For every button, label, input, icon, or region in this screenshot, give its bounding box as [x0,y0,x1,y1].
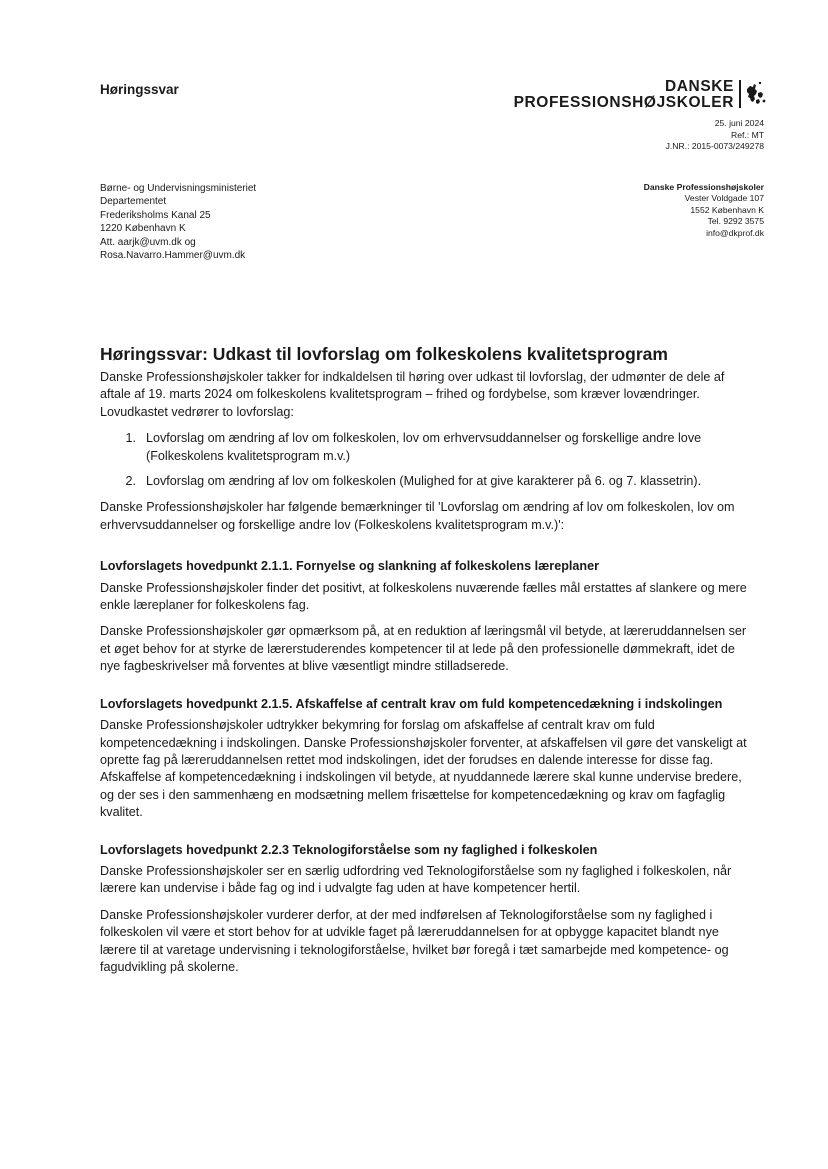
section-heading: Lovforslagets hovedpunkt 2.2.3 Teknologiforståelse som ny faglighed i folkeskolen [100,842,598,857]
bill-list [100,430,748,490]
sender-address [644,182,764,239]
intro-paragraph: Danske Professionshøjskoler takker for indkaldelsen til høring over udkast til lovforslag, der udmønter de dele af aftale af 19. marts 2024 om folkeskolens kvalitetsprogram – frihed og fordybelse, som kræver lovændringer. Lovudkastet vedrører to lovforslag: [100,370,725,419]
list-item [100,430,748,465]
sender-city: 1552 København K [690,204,764,215]
list-item-number: 1. [125,431,136,446]
organization-logo [514,78,770,114]
section-paragraph: Danske Professionshøjskoler vurderer derfor, at der med indførelsen af Teknologiforståelse som ny faglighed i folkeskolen vil være et stort behov for at udvikle faget på læreruddannelsen for at opbygge kapacitet blandt nye lærere til at varetage undervisning i teknologiforståelse, hvilket bør foregå i tæt samarbejde med kompetence- og fagudvikling på skolerne. [100,907,729,974]
document-date: 25. juni 2024 [714,118,764,128]
recipient-line: 1220 København K [100,223,186,235]
logo-text-line1: DANSKE [664,78,734,95]
list-item-number: 2. [125,474,136,489]
recipient-line: Frederiksholms Kanal 25 [100,209,211,221]
section-paragraph: Danske Professionshøjskoler gør opmærksom på, at en reduktion af læringsmål vil betyde, at læreruddannelsen ser et øget behov for at styrke de lærerstuderendes kompetencer til at lede på den professionelle dømmekraft, idet de nye fagbeskrivelser må forventes at blive væsentligt mindre stilladserede. [100,624,747,674]
section-paragraph: Danske Professionshøjskoler ser en særlig udfordring ved Teknologiforståelse som ny faglighed i folkeskolen, når lærere kan undervise i både fag og ind i udvalgte fag uden at have kompetencer hertil. [100,863,732,896]
logo-divider [739,80,741,108]
logo-text-line2: PROFESSIONSHØJSKOLER [513,94,734,111]
recipient-line: Att. aarjk@uvm.dk og [100,236,196,248]
journal-number: J.NR.: 2015-0073/249278 [665,141,764,152]
recipient-line: Departementet [100,196,167,208]
denmark-map-icon [744,80,766,108]
sender-email: info@dkprof.dk [706,227,764,238]
section-paragraph: Danske Professionshøjskoler finder det positivt, at folkeskolens nuværende fælles mål erstattes af slankere og mere enkle læreplaner for folkeskolens fag. [100,580,747,613]
list-item-text: Lovforslag om ændring af lov om folkeskolen (Mulighed for at give karakterer på 6. og 7. klassetrin). [146,474,702,489]
reference: Ref.: MT [731,129,764,140]
sender-street: Vester Voldgade 107 [684,193,764,204]
section-heading: Lovforslagets hovedpunkt 2.1.5. Afskaffelse af centralt krav om fuld kompetencedækning i indskolingen [100,696,723,711]
recipient-address [100,182,256,262]
section-paragraph: Danske Professionshøjskoler udtrykker bekymring for forslag om afskaffelse af centralt krav om fuld kompetencedækning i indskolingen. Danske Professionshøjskoler forventer, at afskaffelsen vil gøre det vanskeligt at oprette fag på læreruddannelsen rettet mod indskolingen, idet der forudses en dalende interesse for disse fag. Afskaffelse af kompetencedækning i indskolingen vil betyde, at nyuddannede lærere skal kunne undervise bredere, og der ses i den sammenhæng en modsætning mellem frisættelse for kompetencedækning og krav om fagfaglig kvalitet. [100,718,747,820]
remarks-intro-paragraph: Danske Professionshøjskoler har følgende bemærkninger til 'Lovforslag om ændring af lov om folkeskolen, lov om erhvervsuddannelser og forskellige andre lov (Folkeskolens kvalitetsprogram m.v.)': [100,500,735,532]
recipient-line: Børne- og Undervisningsministeriet [100,183,257,194]
page-title: Høringssvar: Udkast til lovforslag om folkeskolens kvalitetsprogram [100,344,668,364]
section-heading: Lovforslagets hovedpunkt 2.1.1. Fornyelse og slankning af folkeskolens læreplaner [100,559,599,574]
letter-body [100,344,748,985]
sender-phone: Tel. 9292 3575 [707,216,764,227]
recipient-line: Rosa.Navarro.Hammer@uvm.dk [100,250,246,262]
document-meta [666,118,764,153]
document-label: Høringssvar [100,82,179,97]
list-item-text: Lovforslag om ændring af lov om folkeskolen, lov om erhvervsuddannelser og forskellige andre love (Folkeskolens kvalitetsprogram m.v.) [146,431,702,463]
list-item [100,473,748,490]
sender-name: Danske Professionshøjskoler [643,182,764,192]
